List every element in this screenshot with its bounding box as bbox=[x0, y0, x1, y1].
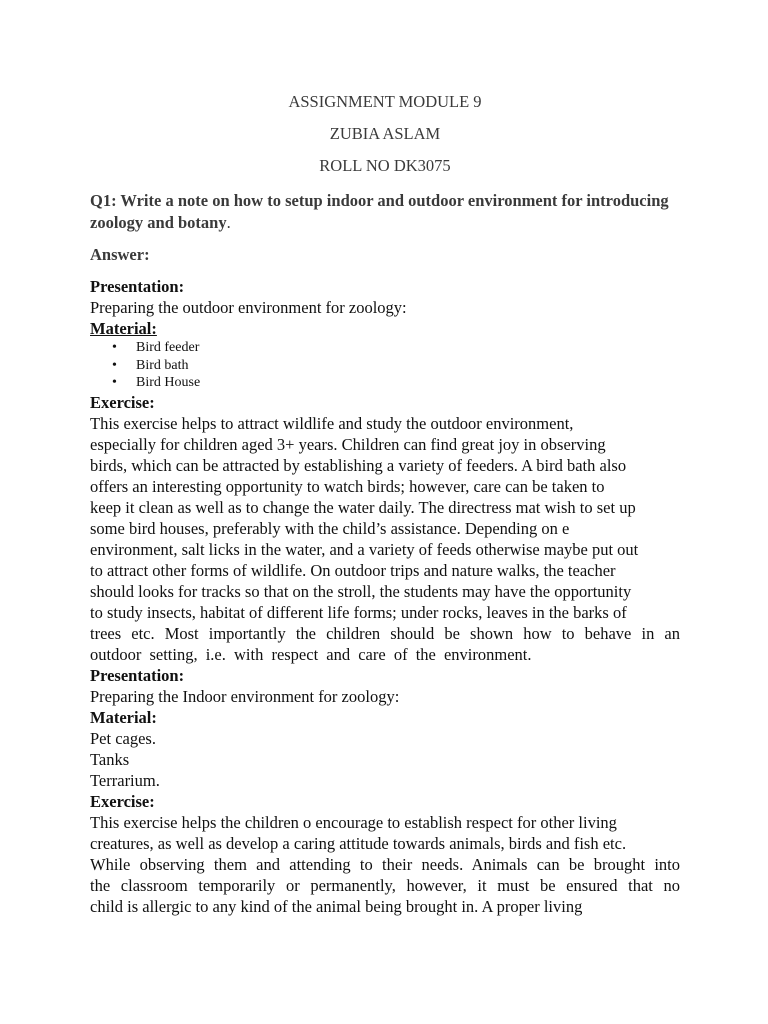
document-page bbox=[90, 92, 680, 917]
indoor-exercise-paragraph bbox=[90, 812, 680, 917]
question-end: . bbox=[226, 213, 231, 232]
text-line: offers an interesting opportunity to watch birds; however, care can be taken to bbox=[90, 476, 605, 496]
text-line: to attract other forms of wildlife. On outdoor trips and nature walks, the teacher bbox=[90, 560, 616, 580]
indoor-section bbox=[90, 665, 680, 917]
outdoor-section bbox=[90, 276, 680, 665]
text-line: This exercise helps to attract wildlife and study the outdoor environment, bbox=[90, 413, 574, 433]
assignment-title: ASSIGNMENT MODULE 9 bbox=[288, 92, 482, 111]
student-name: ZUBIA ASLAM bbox=[329, 124, 441, 143]
text-line: birds, which can be attracted by establishing a variety of feeders. A bird bath also bbox=[90, 455, 627, 475]
question-text bbox=[90, 190, 680, 234]
text-line: the classroom temporarily or permanently, however, it must be ensured that no bbox=[90, 875, 680, 895]
text-line: child is allergic to any kind of the animal being brought in. A proper living bbox=[90, 896, 583, 916]
indoor-presentation-heading: Presentation: bbox=[90, 665, 185, 685]
answer-label: Answer: bbox=[90, 245, 150, 264]
text-line: While observing them and attending to their needs. Animals can be brought into bbox=[90, 854, 680, 874]
text-line: creatures, as well as develop a caring attitude towards animals, birds and fish etc. bbox=[90, 833, 627, 853]
list-item: • Bird House bbox=[112, 375, 201, 390]
outdoor-material-list bbox=[90, 339, 680, 392]
indoor-material-item: Terrarium. bbox=[90, 770, 160, 790]
bullet-icon: • bbox=[112, 375, 117, 390]
bullet-icon: • bbox=[112, 340, 117, 355]
text-line: trees etc. Most importantly the children should be shown how to behave in an bbox=[90, 623, 680, 643]
bullet-icon: • bbox=[112, 357, 117, 373]
list-item: • Bird bath bbox=[112, 357, 189, 373]
text-line: to study insects, habitat of different life forms; under rocks, leaves in the barks of bbox=[90, 602, 627, 622]
text-line: especially for children aged 3+ years. Children can find great joy in observing bbox=[90, 434, 606, 454]
outdoor-presentation-text: Preparing the outdoor environment for zoology: bbox=[90, 298, 407, 317]
outdoor-exercise-paragraph bbox=[90, 413, 680, 665]
question-body: Q1: Write a note on how to setup indoor and outdoor environment for introducing zoology and botany bbox=[90, 191, 669, 232]
text-line: some bird houses, preferably with the child’s assistance. Depending on e bbox=[90, 518, 570, 538]
indoor-material-item: Pet cages. bbox=[90, 728, 156, 748]
text-line: keep it clean as well as to change the water daily. The directress mat wish to set up bbox=[90, 497, 636, 517]
outdoor-material-heading bbox=[90, 318, 680, 339]
outdoor-presentation-heading: Presentation: bbox=[90, 277, 185, 296]
text-line: This exercise helps the children o encourage to establish respect for other living bbox=[90, 812, 617, 832]
text-line: outdoor setting, i.e. with respect and care of the environment. bbox=[90, 644, 532, 664]
indoor-presentation-text: Preparing the Indoor environment for zoology: bbox=[90, 686, 400, 706]
list-item: • Bird feeder bbox=[112, 340, 200, 355]
text-line: environment, salt licks in the water, and a variety of feeds otherwise maybe put out bbox=[90, 539, 639, 559]
text-line: should looks for tracks so that on the stroll, the students may have the opportunity bbox=[90, 581, 632, 601]
outdoor-material-heading-text: Material: bbox=[90, 319, 157, 338]
indoor-material-item: Tanks bbox=[90, 749, 130, 769]
indoor-material-heading: Material: bbox=[90, 707, 157, 727]
outdoor-exercise-heading: Exercise: bbox=[90, 392, 155, 412]
roll-number: ROLL NO DK3075 bbox=[319, 156, 451, 175]
indoor-exercise-heading: Exercise: bbox=[90, 791, 155, 811]
